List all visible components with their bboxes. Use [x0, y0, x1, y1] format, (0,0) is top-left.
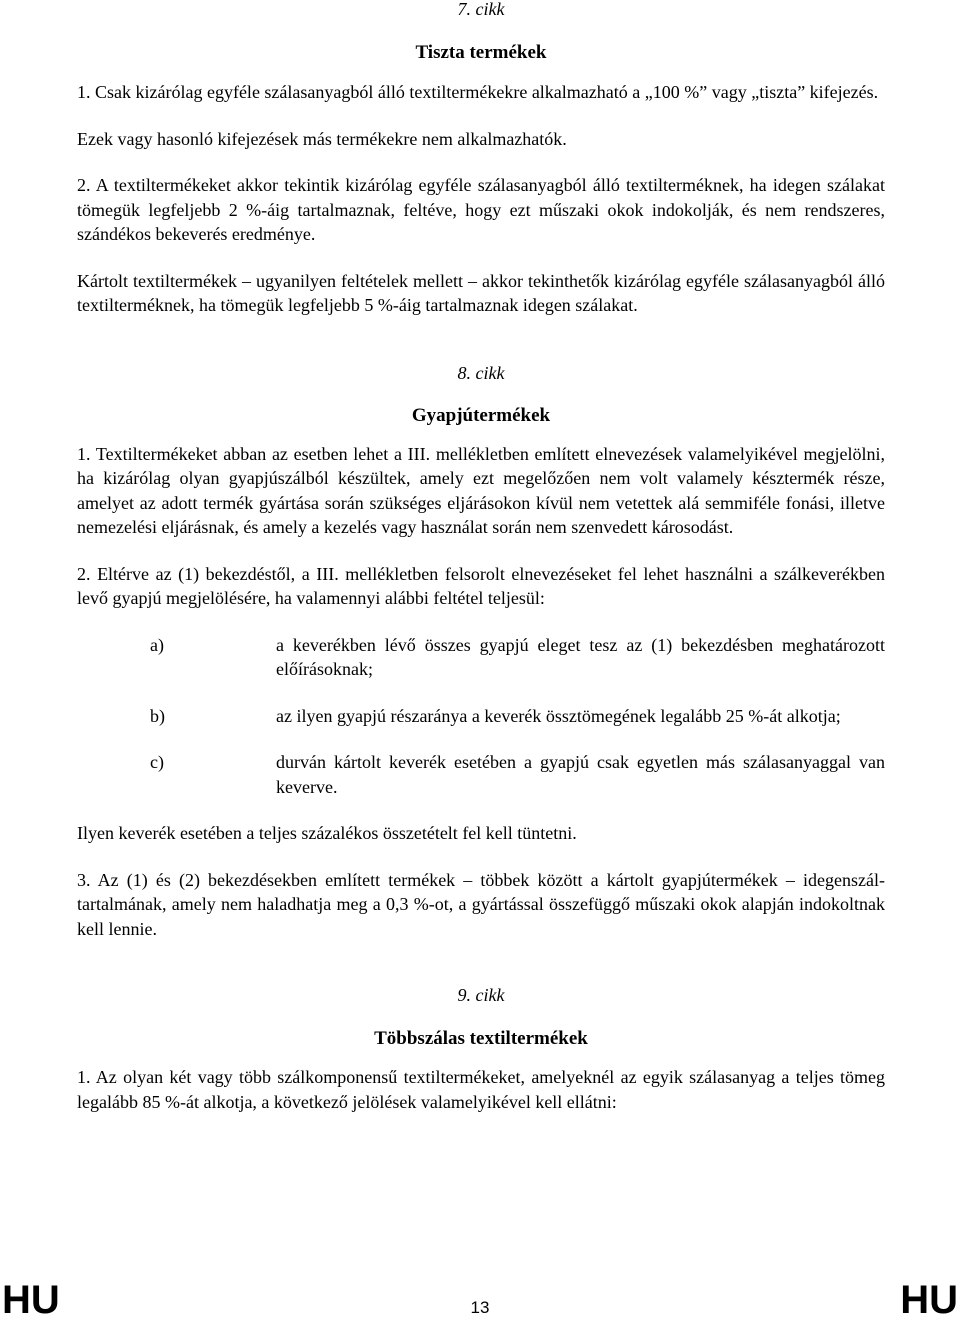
- page-number: 13: [470, 1298, 490, 1317]
- article-8-paragraph-1: 1. Textiltermékeket abban az esetben lehet a III. mellékletben említett elnevezések valamelyikével megjelölni, ha kizárólag olyan gyapjúszálból készültek, amely ezt megelőzően nem volt valamely késztermék része, amelyet az adott termék gyártása során szükséges eljárásokon kívül nem vetettek alá semmiféle fonási, illetve nemezelési eljárásnak, és amely a kezelés vagy használat során nem szenvedett károsodást.: [77, 443, 885, 537]
- conditions-list: [150, 633, 885, 800]
- article-7: [77, 0, 885, 318]
- article-8-title: Gyapjútermékek: [411, 404, 551, 426]
- list-item-text: durván kártolt keverék esetében a gyapjú csak egyetlen más szálasanyaggal van keverve.: [276, 752, 885, 797]
- article-9-paragraph-1: 1. Az olyan két vagy több szálkomponensű textiltermékeket, amelyeknél az egyik szálasanyag a teljes tömeg legalább 85 %-át alkotja, a következő jelölések valamelyikével kell ellátni:: [77, 1067, 885, 1112]
- article-9-number: 9. cikk: [457, 985, 505, 1005]
- footer-language-right: HU: [900, 1278, 958, 1322]
- article-8-paragraph-4: 3. Az (1) és (2) bekezdésekben említett termékek – többek között a kártolt gyapjútermékek – idegenszál-tartalmának, amely nem haladhatja meg a 0,3 %-ot, a gyártással összefüggő műszaki okok alapján indokoltnak kell lennie.: [77, 869, 885, 939]
- article-7-title: Tiszta termékek: [415, 42, 547, 63]
- list-item: [150, 633, 885, 682]
- list-item-label: a): [150, 634, 164, 655]
- article-8-number: 8. cikk: [457, 362, 505, 383]
- document-page: [77, 0, 885, 1114]
- list-item-label: b): [150, 705, 165, 726]
- article-9: [77, 984, 885, 1114]
- article-9-title: Többszálas textiltermékek: [374, 1028, 588, 1049]
- footer-language-left: HU: [2, 1278, 60, 1322]
- article-7-paragraph-2: Ezek vagy hasonló kifejezések más termékekre nem alkalmazhatók.: [77, 128, 567, 149]
- article-7-number: 7. cikk: [457, 0, 505, 19]
- article-8: [77, 362, 885, 942]
- list-item: [150, 704, 885, 729]
- list-item-text: az ilyen gyapjú részaránya a keverék össztömegének legalább 25 %-át alkotja;: [276, 705, 841, 726]
- article-8-paragraph-3: Ilyen keverék esetében a teljes százalékos összetételt fel kell tüntetni.: [77, 823, 577, 843]
- article-7-paragraph-1: 1. Csak kizárólag egyféle szálasanyagból álló textiltermékekre alkalmazható a „100 %” vagy „tiszta” kifejezés.: [77, 82, 879, 102]
- article-7-paragraph-4: Kártolt textiltermékek – ugyanilyen feltételek mellett – akkor tekinthetők kizárólag egyféle szálasanyagból álló textilterméknek, ha tömegük legfeljebb 5 %-áig tartalmaznak idegen szálakat.: [77, 270, 885, 315]
- list-item-label: c): [150, 752, 164, 772]
- list-item-text: a keverékben lévő összes gyapjú eleget tesz az (1) bekezdésben meghatározott előírásoknak;: [276, 634, 885, 679]
- article-7-paragraph-3: 2. A textiltermékeket akkor tekintik kizárólag egyféle szálasanyagból álló textilterméknek, ha idegen szálakat tömegük legfeljebb 2 %-áig tartalmaznak, feltéve, hogy ezt műszaki okok indokolják, és nem rendszeres, szándékos bekeverés eredménye.: [77, 175, 885, 244]
- article-8-paragraph-2: 2. Eltérve az (1) bekezdéstől, a III. mellékletben felsorolt elnevezéseket fel lehet használni a szálkeverékben levő gyapjú megjelölésére, ha valamennyi alábbi feltétel teljesül:: [77, 563, 885, 608]
- list-item: [150, 750, 885, 799]
